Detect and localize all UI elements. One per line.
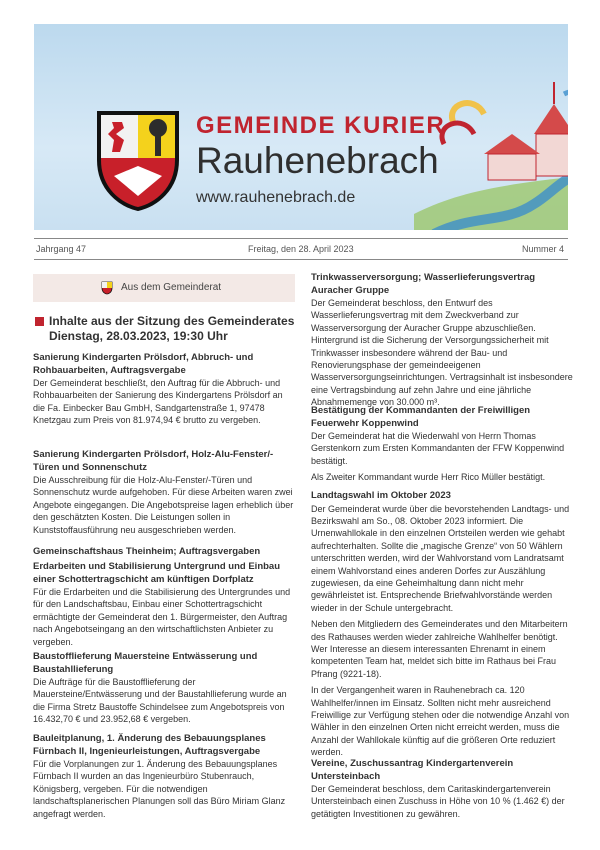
article-left-1 <box>33 352 295 427</box>
section-heading-line2: Dienstag, 28.03.2023, 19:30 Uhr <box>49 329 228 343</box>
article-left-2 <box>33 449 295 536</box>
section-heading <box>33 314 295 344</box>
section-bar <box>33 274 295 302</box>
article-text: Der Gemeinderat beschloss, den Entwurf des Wasserlieferungsvertrag mit dem Zweckverband zur Wasserversorgung der Auracher Gruppe abzuschließen. Hintergrund ist die Sicherung der Versorgungssicherheit mit Trinkwasser insbesondere während der Bau- und Renovierungsphase der gemeindeeigenen Wasserversorgungseinrichtungen. Vertragsinhalt ist insbesondere eine Vertragsbindung auf zehn Jahre und eine jährliche Abnahmemenge von 30.000 m³. <box>311 298 573 408</box>
article-heading: Baustofflieferung Mauersteine Entwässerung und Baustahllieferung <box>33 651 258 675</box>
issue-date: Freitag, den 28. April 2023 <box>248 244 354 254</box>
article-text: Die Aufträge für die Baustofflieferung der Mauersteine/Entwässerung und der Baustahllieferung wurde an die Firma Stretz Baustoffe Schindelsee zum Angebotspreis von 16.432,70 € und 23.952,68 € vergeben. <box>33 677 287 725</box>
article-text: Für die Vorplanungen zur 1. Änderung des Bebauungsplanes Fürnbach II wurden an das Ingenieurbüro Stubenrauch, Königsberg, vergeben. Für die notwendigen landschaftsplanerischen Planungen soll das Büro Miriam Glanz angefragt werden. <box>33 759 286 819</box>
article-text: Der Gemeinderat hat die Wiederwahl von Herrn Thomas Gerstenkorn zum Ersten Kommandanten der FFW Koppenwind bestätigt. <box>311 431 565 466</box>
article-text: Der Gemeinderat beschloss, dem Caritaskindergartenverein Untersteinbach einen Zuschuss in Höhe von 10 % (1.462 €) der getätigten Investitionen zu gewähren. <box>311 784 565 819</box>
article-right-4 <box>311 758 573 820</box>
article-text: Als Zweiter Kommandant wurde Herr Rico Müller bestätigt. <box>311 472 546 483</box>
masthead-url[interactable]: www.rauhenebrach.de <box>196 189 356 206</box>
article-heading: Vereine, Zuschussantrag Kindergartenverein Untersteinbach <box>311 758 514 782</box>
coat-of-arms-icon <box>94 108 182 212</box>
article-text: Der Gemeinderat beschließt, den Auftrag für die Abbruch- und Rohbauarbeiten der Sanierung des Kindergartens Prölsdorf an die Fa. Einbecker Bau GmbH, Sandgartenstraße 1, 97478 Knetzgau zum Preis von 81.974,94 € brutto zu vergeben. <box>33 378 283 426</box>
article-left-3 <box>33 546 295 559</box>
article-left-6 <box>33 733 295 820</box>
article-heading: Erdarbeiten und Stabilisierung Untergrund und Einbau einer Schottertragschicht am künftigen Dorfplatz <box>33 561 281 585</box>
small-coat-of-arms-icon <box>101 281 113 295</box>
article-heading: Landtagswahl im Oktober 2023 <box>311 490 451 501</box>
village-illustration <box>414 64 568 230</box>
article-heading: Bestätigung der Kommandanten der Freiwilligen Feuerwehr Koppenwind <box>311 405 531 429</box>
article-text: Neben den Mitgliedern des Gemeinderates und den Mitarbeitern des Rathauses werden wieder zahlreiche Wahlhelfer benötigt. Wer Interesse an diesem interessanten Ehrenamt in einem kompetenten Team hat, meldet sich bitte im Rathaus bei Frau Pfrang (9221-18). <box>311 619 568 679</box>
section-heading-line1: Inhalte aus der Sitzung des Gemeinderates <box>49 314 295 328</box>
article-heading: Gemeinschaftshaus Theinheim; Auftragsvergaben <box>33 546 261 557</box>
issue-volume: Jahrgang 47 <box>36 244 87 254</box>
article-text: Für die Erdarbeiten und die Stabilisierung des Untergrundes und für den Landschaftsbau, Einbau einer Schottertragschicht ermächtigte der Gemeinderat den 1. Bürgermeister, den Auftrag nach Angebotseingang an den wirtschaftlichsten Anbieter zu vergeben. <box>33 587 291 647</box>
article-left-5 <box>33 651 295 726</box>
article-heading: Bauleitplanung, 1. Änderung des Bebauungsplanes Fürnbach II, Ingenieurleistungen, Auftragsvergabe <box>33 733 266 757</box>
article-right-1 <box>311 272 573 409</box>
masthead-title-top: GEMEINDE KURIER <box>196 112 446 139</box>
issue-number: Nummer 4 <box>521 244 564 254</box>
article-heading: Trinkwasserversorgung; Wasserlieferungsvertrag Auracher Gruppe <box>311 272 536 296</box>
red-square-icon <box>35 317 44 326</box>
article-heading: Sanierung Kindergarten Prölsdorf, Holz-Alu-Fenster/-Türen und Sonnenschutz <box>33 449 274 473</box>
article-heading: Sanierung Kindergarten Prölsdorf, Abbruch- und Rohbauarbeiten, Auftragsvergabe <box>33 352 254 376</box>
article-left-4 <box>33 561 295 648</box>
issue-info-bar <box>34 238 568 260</box>
article-right-2 <box>311 405 573 484</box>
masthead-title-main: Rauhenebrach <box>196 140 439 181</box>
masthead-banner <box>34 24 568 230</box>
section-label: Aus dem Gemeinderat <box>121 282 222 293</box>
article-text: Die Ausschreibung für die Holz-Alu-Fenster/-Türen und Sonnenschutz wurde aufgehoben. Für diese Arbeiten waren zwei Angebote eingegangen. Die Angebotspreise lagen erheblich über den geschätzten Kosten. Die Leistungen sollen in Kunststoffausführung neu ausgeschrieben werden. <box>33 475 294 535</box>
article-text: Der Gemeinderat wurde über die bevorstehenden Landtags- und Bezirkswahl am So., 08. Oktober 2023 informiert. Die Urnenwahllokale in den einzelnen Ortsteilen werden wie gehabt aufrechterhalten. Sollte die „magische Grenze“ von 50 Wählern unterschritten werden, wird der Wahlvorstand vom Landratsamt einem Wahlvorstand eines anderen Dorfes zur Auszählung zugewiesen, da eine Geheimhaltung dann nicht mehr gewährleistet ist. Entsprechende Briefwahlvorstände werden wieder in der Schule untergebracht. <box>311 503 570 613</box>
article-right-3 <box>311 490 573 759</box>
article-text: In der Vergangenheit waren in Rauhenebrach ca. 120 Wahlhelfer/innen im Einsatz. Sollten nicht mehr ausreichend Freiwillige zur Verfügung stehen oder die notwendige Anzahl von Wähler in den einzelnen Orten nicht erreicht werden, muss die Anzahl der Wahllokale künftig auf die größeren Orte reduziert werden. <box>311 685 570 758</box>
